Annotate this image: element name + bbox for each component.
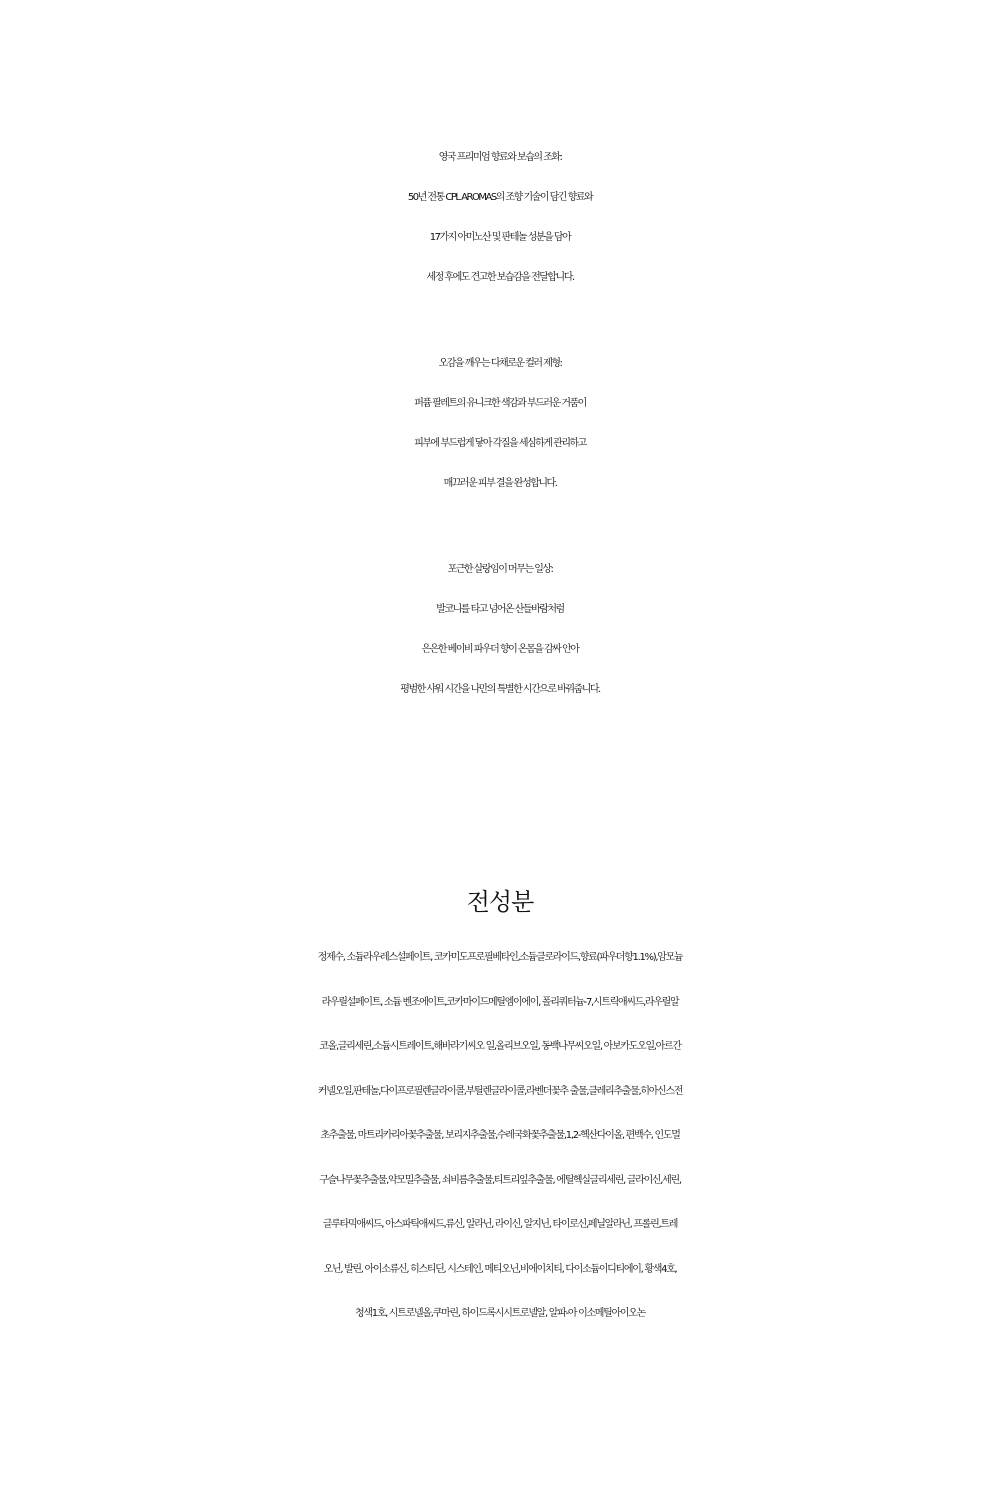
intro-paragraph-color bbox=[0, 344, 1000, 504]
ingredients-list bbox=[0, 936, 1000, 1337]
ingredients-line: 구슬나무꽃추출물,약모밀추출물, 쇠비름추출물,티트리잎추출물, 에틸헥실글리세린, 글라이신,세린, bbox=[319, 1174, 681, 1186]
ingredients-line: 초추출물, 마트리카리아꽃추출물, 보리지추출물,수레국화꽃추출물,1,2-헥산다이올, 편백수, 인도멀 bbox=[320, 1130, 680, 1141]
ingredients-section bbox=[0, 880, 1000, 1337]
intro-line: 발코니를 타고 넘어온 산들바람처럼 bbox=[436, 604, 564, 615]
intro-line: 오감을 깨우는 다채로운 컬러 제형: bbox=[438, 358, 562, 369]
intro-line: 17가지 아미노산 및 판테놀 성분을 담아 bbox=[429, 232, 571, 243]
ingredients-line: 코올,글리세린,소듐시트레이트,해바라기씨오 일,올리브오일, 동백나무씨오일, 아보카도오일,아르간 bbox=[319, 1041, 681, 1052]
intro-section bbox=[0, 138, 1000, 756]
ingredients-line: 글루타믹애씨드, 아스파틱애씨드,류신, 알라닌, 라이신, 알지닌, 타이로신,페닐알라닌, 프롤린,트레 bbox=[322, 1219, 678, 1230]
intro-line: 퍼퓸 팔레트의 유니크한 색감과 부드러운 거품이 bbox=[414, 398, 586, 409]
intro-paragraph-daily bbox=[0, 550, 1000, 710]
intro-line: 50년 전통 CPL AROMAS의 조향 기술이 담긴 향료와 bbox=[407, 192, 593, 203]
intro-line: 매끄러운 피부 결을 완성합니다. bbox=[443, 478, 557, 489]
ingredients-line: 커넬오일,판테놀,다이프로필렌글라이콜,부틸렌글라이콜,라벤더꽃추 출물,클레리추출물,히아신스전 bbox=[317, 1085, 683, 1097]
ingredients-line: 청색1호, 시트로넬올,쿠마린, 하이드록시시트로넬알, 알파-아 이소메틸아이오논 bbox=[355, 1308, 645, 1319]
intro-line: 세정 후에도 견고한 보습감을 전달합니다. bbox=[426, 272, 574, 283]
intro-paragraph-fragrance bbox=[0, 138, 1000, 298]
intro-line: 피부에 부드럽게 닿아 각질을 세심하게 관리하고 bbox=[414, 438, 586, 449]
ingredients-line: 오닌, 발린, 아이소류신, 히스티딘, 시스테인, 메티오닌,비에이치티, 다이소듐이디티에이, 황색4호, bbox=[323, 1263, 677, 1275]
ingredients-line: 정제수, 소듐라우레스설페이트, 코카미도프로필베타인,소듐클로라이드,향료(파우더향1.1%),암모늄 bbox=[317, 952, 683, 963]
intro-line: 포근한 살랑임이 머무는 일상: bbox=[447, 564, 553, 575]
ingredients-title: 전성분 bbox=[466, 888, 534, 916]
intro-line: 영국 프리미엄 향료와 보습의 조화: bbox=[438, 152, 562, 163]
intro-line: 은은한 베이비 파우더 향이 온몸을 감싸 안아 bbox=[421, 644, 579, 655]
intro-line: 평범한 샤워 시간을 나만의 특별한 시간으로 바꿔줍니다. bbox=[400, 684, 600, 695]
ingredients-line: 라우릴설페이트, 소듐 벤조에이트,코카마이드메틸엠이에이, 폴리쿼터늄-7,시트릭애씨드,라우릴알 bbox=[321, 996, 679, 1008]
